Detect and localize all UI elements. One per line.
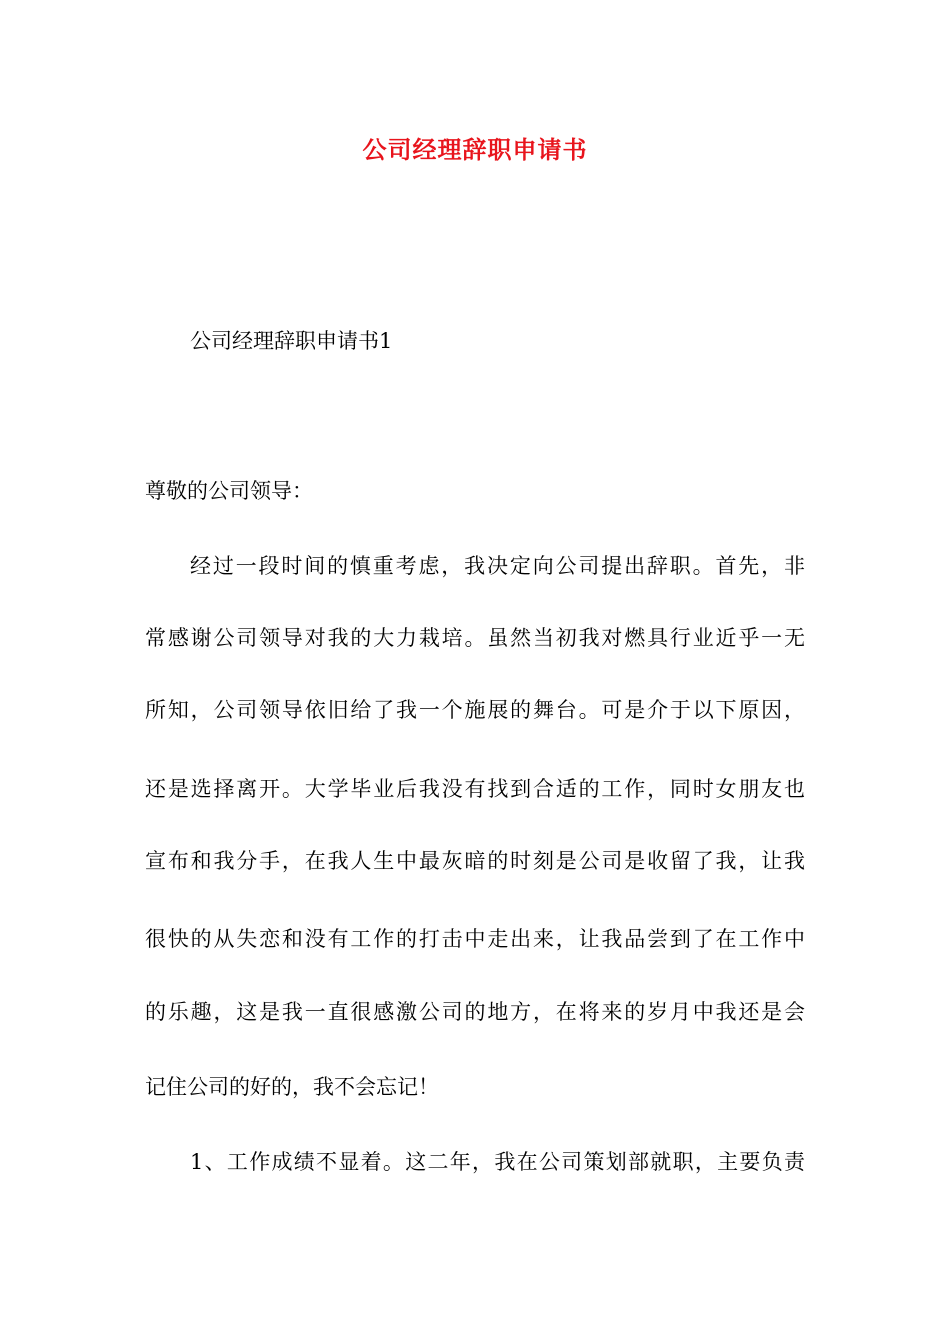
paragraph-line: 记住公司的好的，我不会忘记！ xyxy=(145,1075,439,1099)
salutation: 尊敬的公司领导： xyxy=(145,479,313,503)
paragraph-line: 常感谢公司领导对我的大力栽培。虽然当初我对燃具行业近乎一无 xyxy=(145,626,805,650)
document-title: 公司经理辞职申请书 xyxy=(362,135,588,164)
paragraph-line: 很快的从失恋和没有工作的打击中走出来，让我品尝到了在工作中 xyxy=(145,927,805,951)
paragraph-line: 的乐趣，这是我一直很感激公司的地方，在将来的岁月中我还是会 xyxy=(145,1000,805,1024)
paragraph-line: 经过一段时间的慎重考虑，我决定向公司提出辞职。首先，非 xyxy=(190,554,805,578)
section-heading: 公司经理辞职申请书1 xyxy=(190,329,393,353)
paragraph-line: 所知，公司领导依旧给了我一个施展的舞台。可是介于以下原因， xyxy=(145,698,805,722)
paragraph-line: 还是选择离开。大学毕业后我没有找到合适的工作，同时女朋友也 xyxy=(145,777,805,801)
paragraph-line: 宣布和我分手，在我人生中最灰暗的时刻是公司是收留了我，让我 xyxy=(145,849,805,873)
paragraph-line: 1、工作成绩不显着。这二年，我在公司策划部就职，主要负责 xyxy=(190,1150,805,1174)
